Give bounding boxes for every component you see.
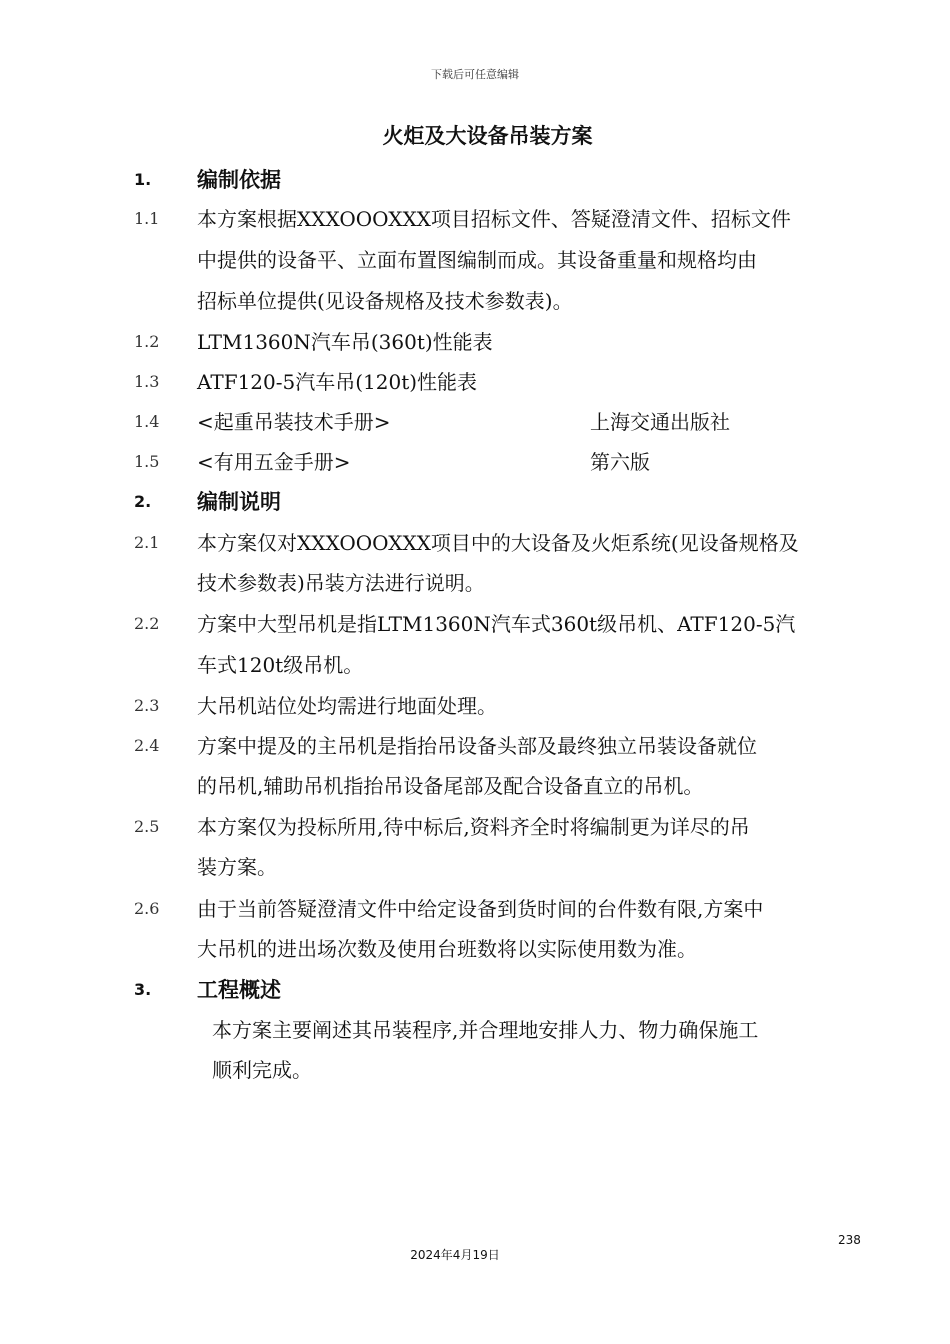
- item-text: 方案中大型吊机是指LTM1360N汽车式360t级吊机、ATF120-5汽: [197, 612, 796, 636]
- reference-edition: 第六版: [590, 450, 650, 474]
- item-text: 本方案仅为投标所用,待中标后,资料齐全时将编制更为详尽的吊: [197, 815, 750, 839]
- item-number: 2.2: [134, 614, 160, 633]
- item-number: 2.5: [134, 817, 160, 836]
- item-number: 1.5: [134, 452, 160, 471]
- item-text: 大吊机站位处均需进行地面处理。: [197, 694, 497, 718]
- item-text: ATF120-5汽车吊(120t)性能表: [197, 370, 478, 394]
- item-text: 本方案仅对XXXOOOXXX项目中的大设备及火炬系统(见设备规格及: [197, 531, 799, 555]
- item-text: 本方案根据XXXOOOXXX项目招标文件、答疑澄清文件、招标文件: [197, 207, 791, 231]
- section-number: 3.: [134, 980, 152, 999]
- item-text: 装方案。: [197, 855, 277, 879]
- item-number: 1.4: [134, 412, 160, 431]
- reference-publisher: 上海交通出版社: [590, 410, 730, 434]
- item-text: 方案中提及的主吊机是指抬吊设备头部及最终独立吊装设备就位: [197, 734, 757, 758]
- reference-title: <有用五金手册>: [197, 450, 351, 474]
- item-text: 由于当前答疑澄清文件中给定设备到货时间的台件数有限,方案中: [197, 897, 764, 921]
- page-footer-date: 2024年4月19日: [410, 1248, 500, 1262]
- item-text: 招标单位提供(见设备规格及技术参数表)。: [197, 289, 573, 313]
- section-heading: 编制依据: [197, 168, 281, 192]
- reference-title: <起重吊装技术手册>: [197, 410, 391, 434]
- section-number: 2.: [134, 492, 152, 511]
- item-text: 技术参数表)吊装方法进行说明。: [197, 571, 485, 595]
- page-header: 下载后可任意编辑: [431, 68, 519, 81]
- section-number: 1.: [134, 170, 152, 189]
- paragraph-text: 本方案主要阐述其吊装程序,并合理地安排人力、物力确保施工: [212, 1018, 759, 1042]
- item-text: 大吊机的进出场次数及使用台班数将以实际使用数为准。: [197, 937, 697, 961]
- paragraph-text: 顺利完成。: [212, 1058, 312, 1082]
- item-number: 2.4: [134, 736, 160, 755]
- item-number: 1.2: [134, 332, 160, 351]
- section-heading: 工程概述: [197, 978, 281, 1002]
- item-number: 2.3: [134, 696, 160, 715]
- item-text: 中提供的设备平、立面布置图编制而成。其设备重量和规格均由: [197, 248, 757, 272]
- item-number: 2.1: [134, 533, 160, 552]
- item-text: 车式120t级吊机。: [197, 653, 364, 677]
- item-number: 2.6: [134, 899, 160, 918]
- item-text: 的吊机,辅助吊机指抬吊设备尾部及配合设备直立的吊机。: [197, 774, 704, 798]
- section-heading: 编制说明: [197, 490, 281, 514]
- item-number: 1.1: [134, 209, 160, 228]
- item-text: LTM1360N汽车吊(360t)性能表: [197, 330, 493, 354]
- item-number: 1.3: [134, 372, 160, 391]
- page-number: 238: [838, 1233, 861, 1247]
- document-title: 火炬及大设备吊装方案: [382, 124, 593, 148]
